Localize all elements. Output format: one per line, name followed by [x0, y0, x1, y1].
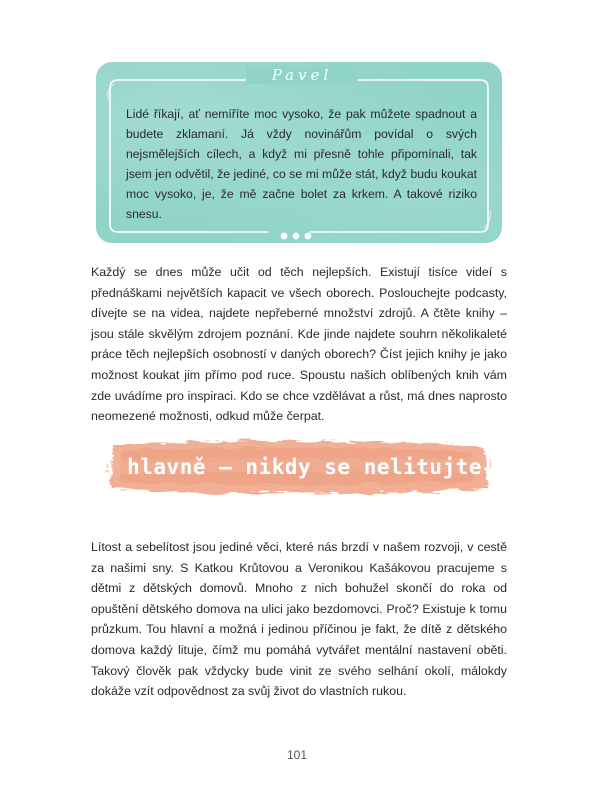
body-paragraph-1: Každý se dnes může učit od těch nejlepších. Existují tisíce videí s přednáškami největších kapacit ve všech oborech. Poslouchejte podcasty, dívejte se na videa, najdete nepřeberné množství zdrojů. A čtěte knihy – jsou stále skvělým zdrojem poznání. Kde jinde najdete souhrn několikaleté práce těch nejlepších osobností v daných oborech? Číst jejich knihy je jako možnost koukat jim přímo pod ruce. Spoustu našich oblíbených knih vám zde uvádíme pro inspiraci. Kdo se chce vzdělávat a růst, má dnes naprosto neomezené možnosti, odkud může čerpat. [91, 265, 507, 424]
page-number: 101 [286, 748, 308, 762]
ellipsis-dots-icon [278, 230, 314, 242]
quote-text: Lidé říkají, ať nemíříte moc vysoko, že pak můžete spadnout a budete zklamaní. Já vždy novinářům povídal o svých nejsmělejších cílech, a když mi přesně tohle připomínali, tak jsem jen odvětil, že jediné, co se mi může stát, když budu koukat moc vysoko, je, že mě začne bolet za krkem. A takové riziko snesu. [126, 107, 477, 221]
quote-author-name: Pavel [246, 66, 358, 84]
body-paragraph-2: Lítost a sebelítost jsou jediné věci, které nás brzdí v našem rozvoji, v cestě za našimi sny. S Katkou Krůtovou a Veronikou Kašákovou pracujeme s dětmi z dětských domovů. Mnoho z nich bohužel skončí do roka od opuštění dětského domova na ulici jako bezdomovci. Proč? Existuje k tomu průzkum. Tou hlavní a možná i jedinou příčinou je fakt, že dítě z dětského domova každý lituje, čímž mu pomáhá vytvářet mentální nastavení oběti. Takový člověk pak vždycky bude vinit ze svého selhání okolí, málokdy dokáže vzít odpovědnost za svůj život do vlastních rukou. [91, 540, 507, 699]
section-heading: A hlavně – nikdy se nelitujte! [100, 455, 496, 479]
